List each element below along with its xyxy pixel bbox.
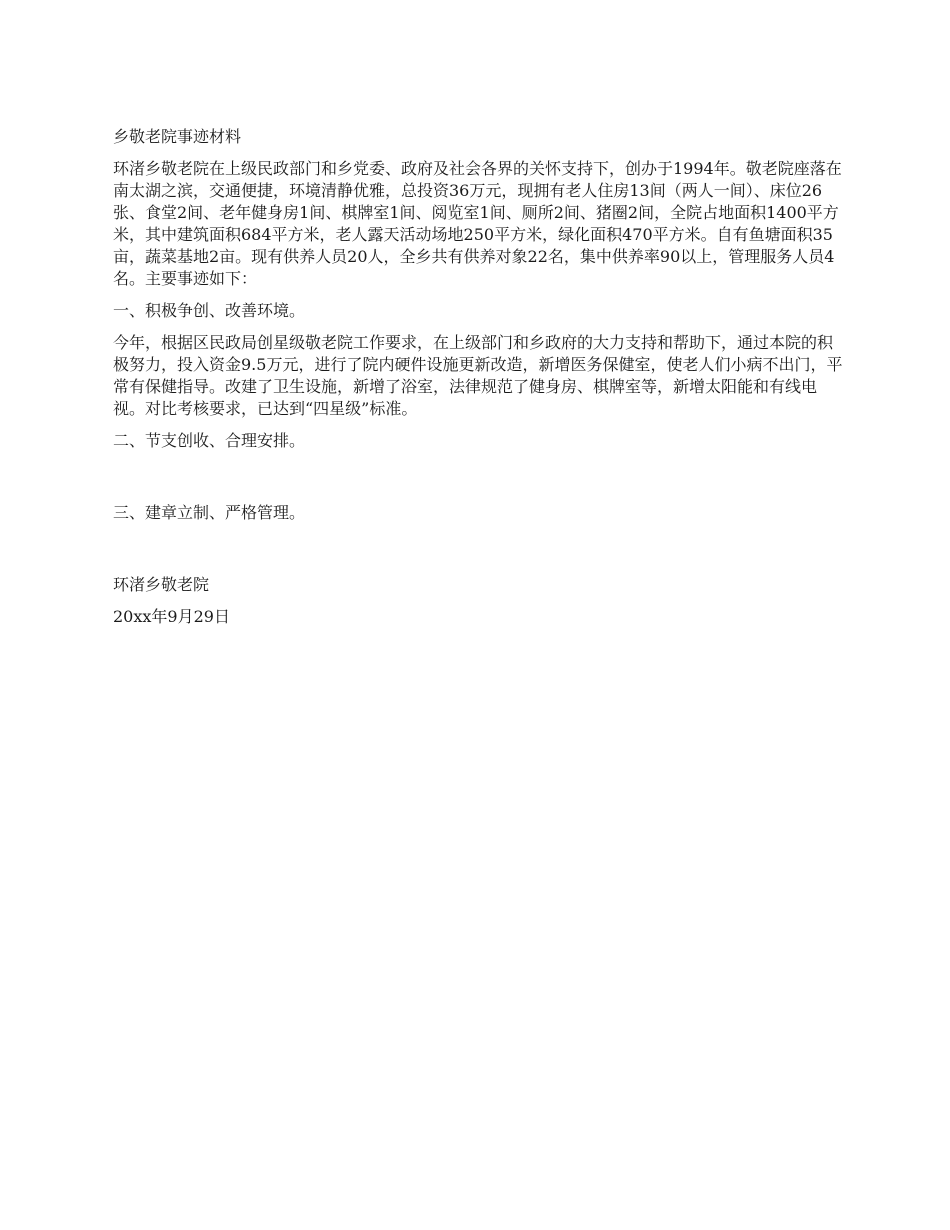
document-title: 乡敬老院事迹材料 xyxy=(113,127,242,146)
section-2-heading: 二、节支创收、合理安排。 xyxy=(113,431,306,450)
section-1-heading: 一、积极争创、改善环境。 xyxy=(113,301,306,320)
section-3-heading: 三、建章立制、严格管理。 xyxy=(113,503,306,522)
signature-organization: 环渚乡敬老院 xyxy=(113,575,210,594)
intro-paragraph: 环渚乡敬老院在上级民政部门和乡党委、政府及社会各界的关怀支持下，创办于1994年。敬老院座落在南太湖之滨，交通便捷，环境清静优雅，总投资36万元，现拥有老人住房13间（两人一间）、床位26张、食堂2间、老年健身房1间、棋牌室1间、阅览室1间、厕所2间、猪圈2间，全院占地面积1400平方米，其中建筑面积684平方米，老人露天活动场地250平方米，绿化面积470平方米。自有鱼塘面积35亩，蔬菜基地2亩。现有供养人员20人，全乡共有供养对象22名，集中供养率90以上，管理服务人员4名。主要事迹如下： xyxy=(113,159,842,288)
document-body xyxy=(113,126,843,638)
section-1-paragraph: 今年，根据区民政局创星级敬老院工作要求，在上级部门和乡政府的大力支持和帮助下，通过本院的积极努力，投入资金9.5万元，进行了院内硬件设施更新改造，新增医务保健室，使老人们小病不出门，平常有保健指导。改建了卫生设施，新增了浴室，法律规范了健身房、棋牌室等，新增太阳能和有线电视。对比考核要求，已达到“四星级”标准。 xyxy=(113,333,843,418)
signature-date: 20xx年9月29日 xyxy=(113,607,230,626)
